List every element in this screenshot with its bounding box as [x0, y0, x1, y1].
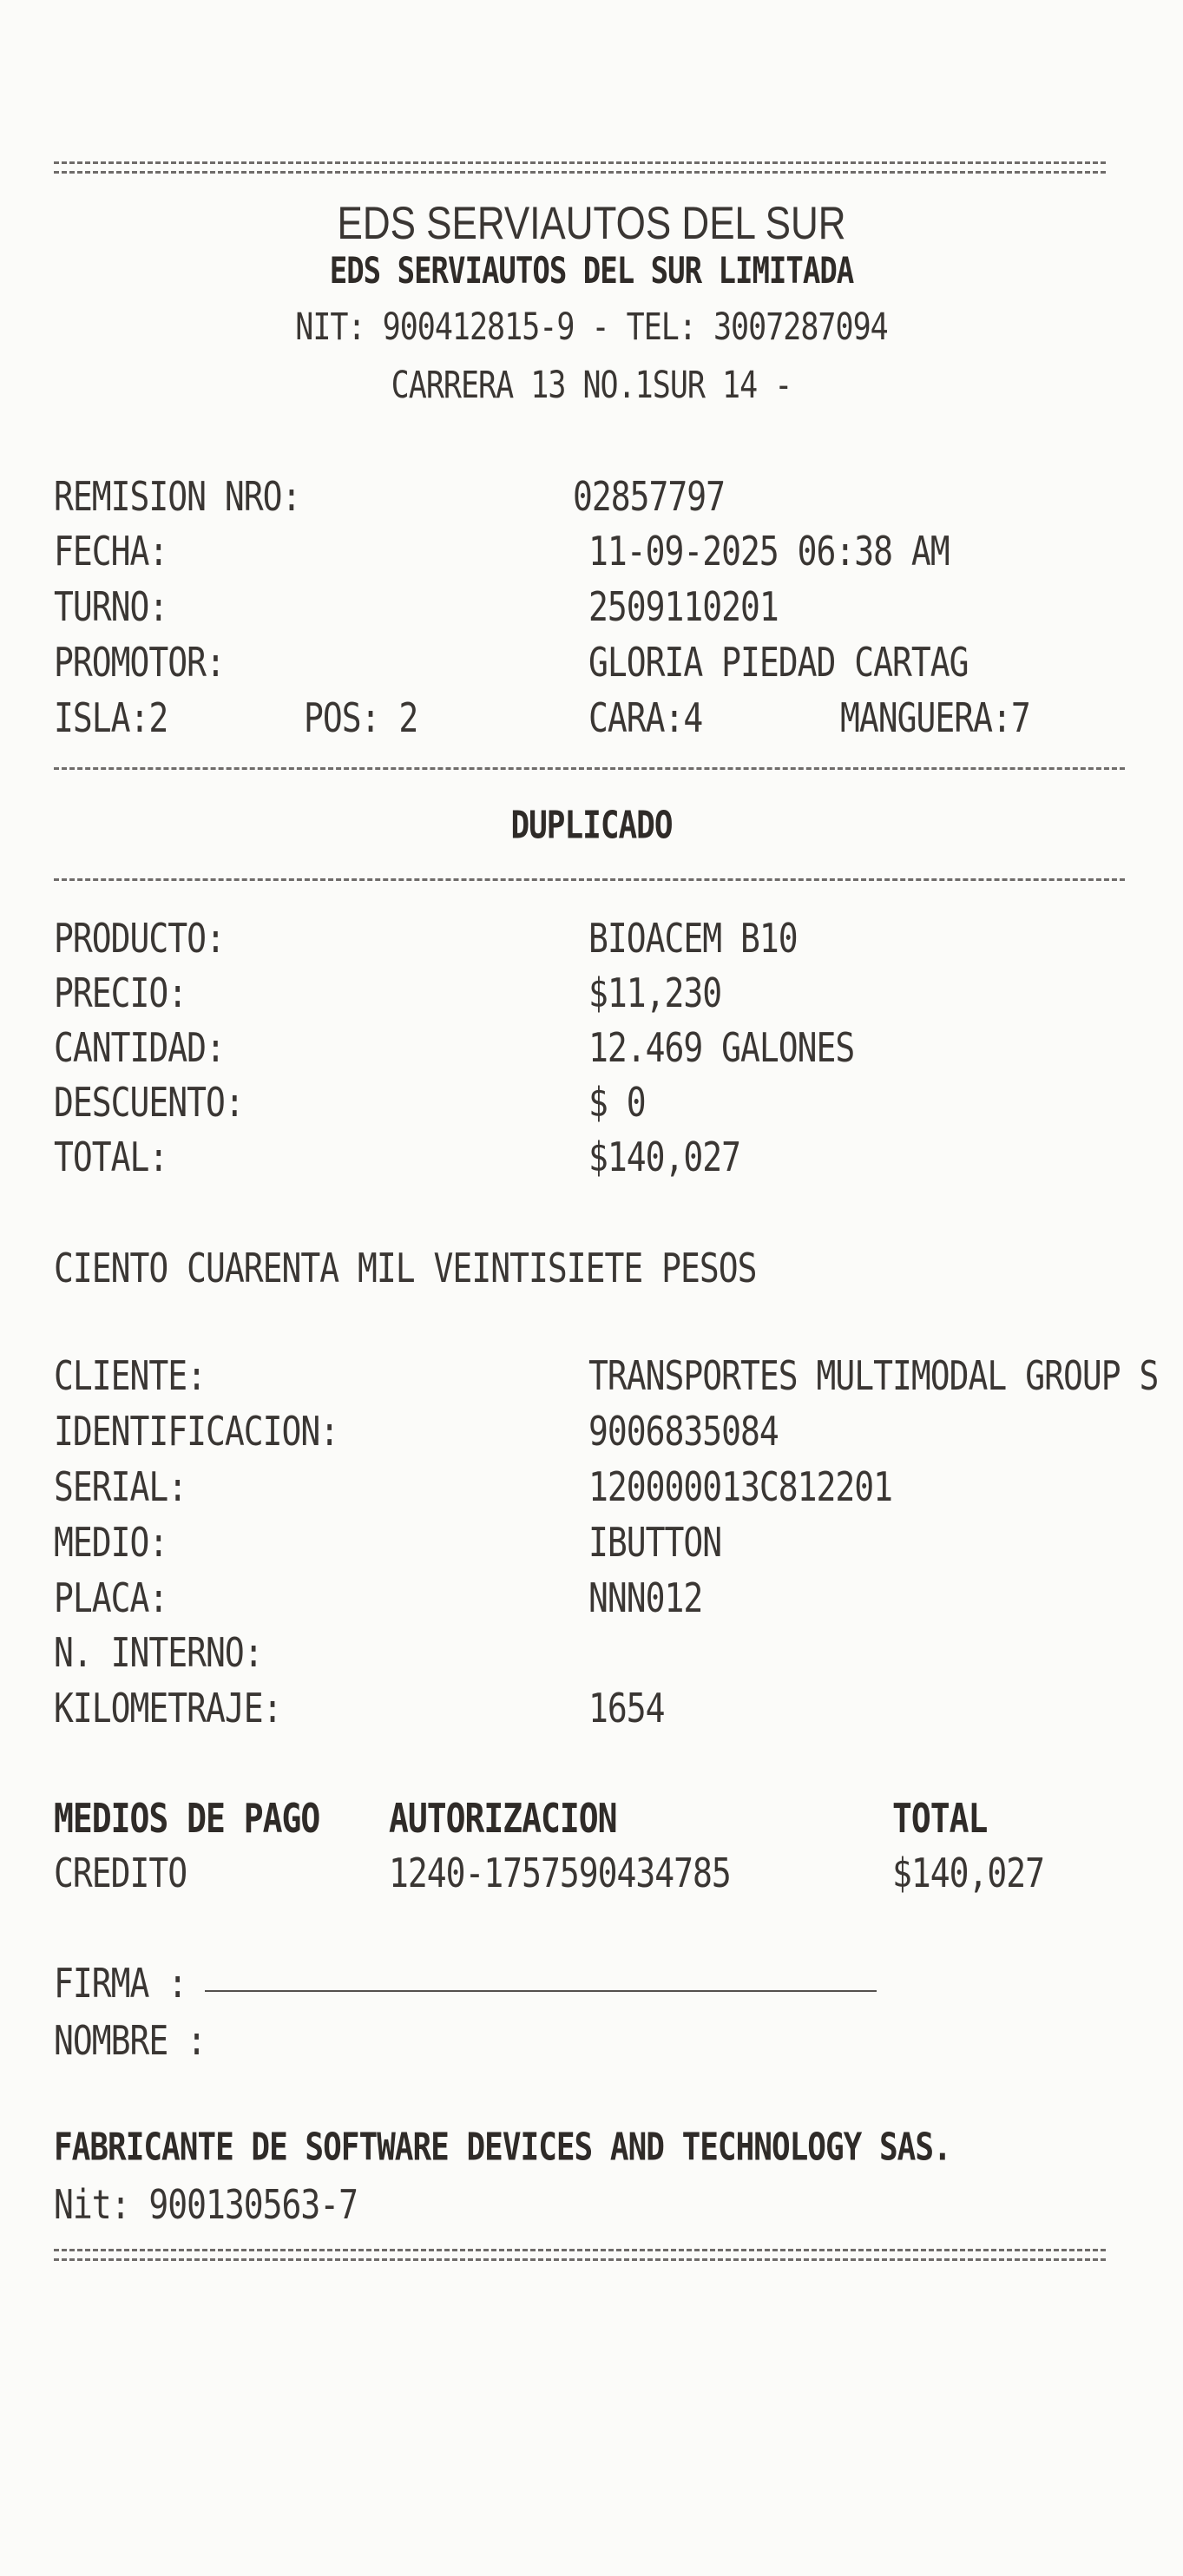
payment-header-autorizacion: AUTORIZACION [389, 1795, 617, 1843]
kilometraje-label: KILOMETRAJE: [54, 1685, 282, 1732]
payment-row-total: $140,027 [892, 1850, 1045, 1897]
placa-value: NNN012 [588, 1574, 703, 1622]
medio-label: MEDIO: [54, 1519, 168, 1567]
interno-label: N. INTERNO: [54, 1629, 263, 1677]
cantidad-label: CANTIDAD: [54, 1024, 225, 1072]
nombre-label: NOMBRE : [54, 2017, 207, 2065]
total-value: $140,027 [588, 1134, 741, 1181]
payment-row-autorizacion: 1240-1757590434785 [389, 1850, 731, 1897]
identificacion-label: IDENTIFICACION: [54, 1408, 339, 1456]
descuento-label: DESCUENTO: [54, 1079, 244, 1127]
identificacion-value: 9006835084 [588, 1408, 779, 1456]
payment-header-medio: MEDIOS DE PAGO [54, 1795, 320, 1843]
kilometraje-value: 1654 [588, 1685, 665, 1732]
medio-value: IBUTTON [588, 1519, 722, 1567]
trade-name: EDS SERVIAUTOS DEL SUR [337, 198, 846, 250]
remision-value: 02857797 [573, 473, 726, 521]
precio-value: $11,230 [588, 969, 722, 1017]
manufacturer: FABRICANTE DE SOFTWARE DEVICES AND TECHNOLOGY SAS. [54, 2126, 951, 2170]
top-double-divider [54, 161, 1106, 174]
producto-value: BIOACEM B10 [588, 915, 798, 963]
turno-value: 2509110201 [588, 583, 779, 631]
legal-name: EDS SERVIAUTOS DEL SUR LIMITADA [329, 250, 854, 293]
fecha-value: 11-09-2025 06:38 AM [588, 528, 950, 575]
firma-label: FIRMA : [54, 1960, 187, 2008]
turno-label: TURNO: [54, 583, 168, 631]
divider-top-duplicate [54, 767, 1125, 770]
address: CARRERA 13 NO.1SUR 14 - [391, 365, 792, 408]
cliente-label: CLIENTE: [54, 1352, 207, 1400]
cara: CARA:4 [588, 694, 703, 742]
placa-label: PLACA: [54, 1574, 168, 1622]
duplicate-label: DUPLICADO [510, 804, 673, 848]
cliente-value: TRANSPORTES MULTIMODAL GROUP S [588, 1352, 1159, 1400]
promotor-value: GLORIA PIEDAD CARTAG [588, 639, 969, 687]
fecha-label: FECHA: [54, 528, 168, 575]
manufacturer-nit: Nit: 900130563-7 [54, 2181, 358, 2229]
total-label: TOTAL: [54, 1134, 168, 1181]
signature-line [205, 1990, 877, 1992]
manguera: MANGUERA:7 [840, 694, 1030, 742]
payment-row-medio: CREDITO [54, 1850, 187, 1897]
bottom-double-divider [54, 2249, 1106, 2261]
serial-label: SERIAL: [54, 1463, 187, 1511]
pos: POS: 2 [304, 694, 418, 742]
producto-label: PRODUCTO: [54, 915, 225, 963]
isla: ISLA:2 [54, 694, 168, 742]
amount-in-words: CIENTO CUARENTA MIL VEINTISIETE PESOS [54, 1245, 757, 1292]
remision-label: REMISION NRO: [54, 473, 301, 521]
descuento-value: $ 0 [588, 1079, 646, 1127]
divider-bottom-duplicate [54, 878, 1125, 881]
payment-header-total: TOTAL [892, 1795, 988, 1843]
serial-value: 120000013C812201 [588, 1463, 893, 1511]
promotor-label: PROMOTOR: [54, 639, 225, 687]
precio-label: PRECIO: [54, 969, 187, 1017]
nit-tel: NIT: 900412815-9 - TEL: 3007287094 [295, 306, 888, 350]
cantidad-value: 12.469 GALONES [588, 1024, 855, 1072]
